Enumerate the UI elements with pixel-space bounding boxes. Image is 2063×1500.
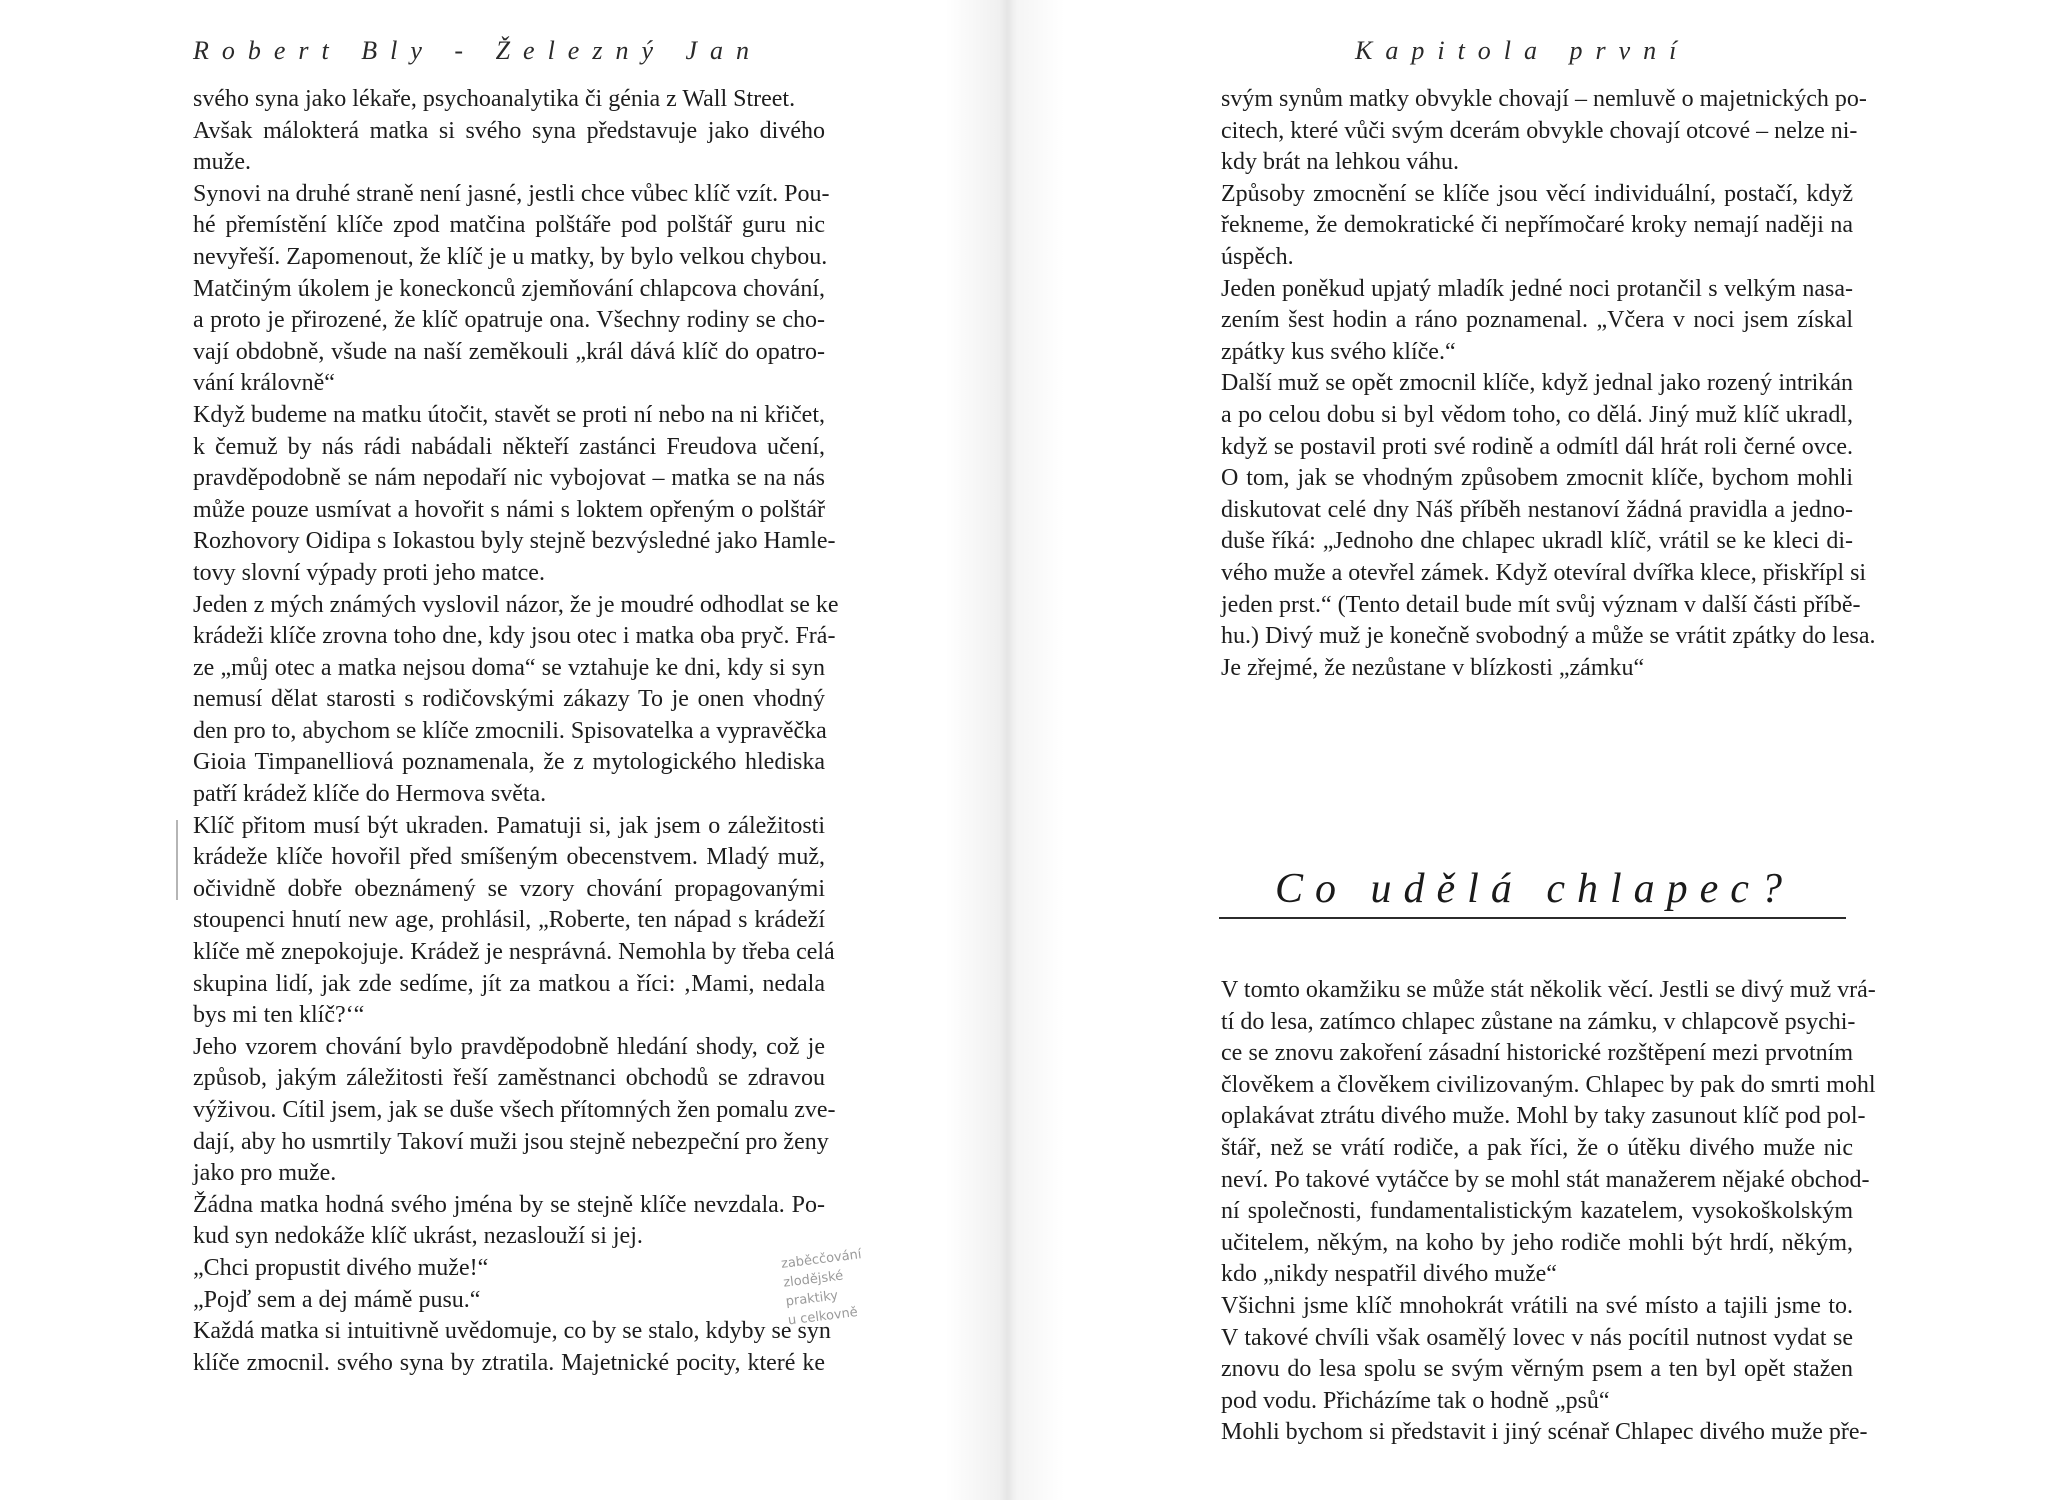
text-line: svým synům matky obvykle chovají – nemluvě o majetnických po- bbox=[1221, 86, 1867, 112]
text-line: nevyřeší. Zapomenout, že klíč je u matky, by bylo velkou chybou. bbox=[193, 243, 828, 270]
text-line: vání královně“ bbox=[193, 370, 335, 397]
chapter-heading: Co udělá chlapec? bbox=[1275, 866, 1794, 912]
text-line: očividně dobře obeznámený se vzory chování propagovanými bbox=[193, 875, 825, 902]
text-line: štář, než se vrátí rodiče, a pak říci, že o útěku divého muže nic bbox=[1221, 1134, 1853, 1161]
text-line: „Pojď sem a dej mámě pusu.“ bbox=[193, 1286, 481, 1313]
text-line: krádeži klíče zrovna toho dne, kdy jsou otec i matka oba pryč. Frá- bbox=[193, 623, 836, 650]
text-line: krádeže klíče hovořil před smíšeným obecenstvem. Mladý muž, bbox=[193, 844, 825, 871]
right-page bbox=[1020, 0, 2063, 1500]
text-line: „Chci propustit divého muže!“ bbox=[193, 1254, 489, 1281]
text-line: O tom, jak se vhodným způsobem zmocnit klíče, bychom mohli bbox=[1221, 465, 1853, 492]
text-line: a po celou dobu si byl vědom toho, co dělá. Jiný muž klíč ukradl, bbox=[1221, 401, 1853, 428]
text-line: citech, které vůči svým dcerám obvykle chovají otcové – nelze ni- bbox=[1221, 117, 1858, 144]
text-line: kdo „nikdy nespatřil divého muže“ bbox=[1221, 1261, 1557, 1288]
margin-note-line: u celkovně bbox=[787, 1305, 859, 1329]
text-line: jeden prst.“ (Tento detail bude mít svůj význam v další části příbě- bbox=[1221, 591, 1861, 618]
text-line: může pouze usmívat a hovořit s námi s loktem opřeným o polštář bbox=[193, 496, 825, 523]
text-line: nemusí dělat starosti s rodičovskými zákazy To je onen vhodný bbox=[193, 686, 825, 713]
margin-note-line: zaběcčování bbox=[780, 1247, 863, 1272]
text-line: Jeden z mých známých vyslovil názor, že je moudré odhodlat se ke bbox=[193, 591, 839, 618]
heading-rule bbox=[1219, 917, 1846, 919]
text-line: klíče zmocnil. svého syna by ztratila. Majetnické pocity, které ke bbox=[193, 1349, 825, 1376]
text-line: Avšak málokterá matka si svého syna představuje jako divého bbox=[193, 117, 825, 144]
text-line: V takové chvíli však osamělý lovec v nás pocítil nutnost vydat se bbox=[1221, 1324, 1853, 1351]
text-line: skupina lidí, jak zde sedíme, jít za matkou a říci: ‚Mami, nedala bbox=[193, 970, 825, 997]
text-line: dají, aby ho usmrtily Takoví muži jsou stejně nebezpeční pro ženy bbox=[193, 1128, 829, 1155]
text-line: bys mi ten klíč?‘“ bbox=[193, 1002, 365, 1029]
text-line: vého muže a otevřel zámek. Když otevíral dvířka klece, přiskřípl si bbox=[1221, 559, 1867, 586]
text-line: Způsoby zmocnění se klíče jsou věcí individuální, postačí, když bbox=[1221, 180, 1853, 207]
text-line: klíče mě znepokojuje. Krádež je nesprávná. Nemohla by třeba celá bbox=[193, 939, 835, 966]
text-line: tovy slovní výpady proti jeho matce. bbox=[193, 559, 545, 586]
text-line: svého syna jako lékaře, psychoanalytika či génia z Wall Street. bbox=[193, 86, 796, 112]
text-line: Když budeme na matku útočit, stavět se proti ní nebo na ni křičet, bbox=[193, 401, 825, 428]
text-line: Klíč přitom musí být ukraden. Pamatuji si, jak jsem o záležitosti bbox=[193, 812, 825, 839]
text-line: a proto je přirozené, že klíč opatruje ona. Všechny rodiny se cho- bbox=[193, 307, 825, 334]
text-line: duše říká: „Jednoho dne chlapec ukradl klíč, vrátil se ke kleci di- bbox=[1221, 528, 1853, 555]
margin-pencil-mark bbox=[176, 820, 178, 900]
text-line: výživou. Cítil jsem, jak se duše všech přítomných žen pomalu zve- bbox=[193, 1097, 836, 1123]
text-line: Další muž se opět zmocnil klíče, když jednal jako rozený intrikán bbox=[1221, 370, 1853, 397]
text-line: diskutovat celé dny Náš příběh nestanoví žádná pravidla a jedno- bbox=[1221, 496, 1853, 523]
text-line: tí do lesa, zatímco chlapec zůstane na zámku, v chlapcově psychi- bbox=[1221, 1008, 1856, 1035]
text-line: ce se znovu zakoření zásadní historické rozštěpení mezi prvotním bbox=[1221, 1040, 1853, 1067]
text-line: zpátky kus svého klíče.“ bbox=[1221, 338, 1456, 365]
right-body-text-bottom bbox=[1221, 975, 1876, 1449]
left-page bbox=[0, 0, 1020, 1500]
text-line: neví. Po takové vytáčce by se mohl stát manažerem nějaké obchod- bbox=[1221, 1166, 1870, 1193]
text-line: oplakávat ztrátu divého muže. Mohl by taky zasunout klíč pod pol- bbox=[1221, 1103, 1866, 1130]
text-line: stoupenci hnutí new age, prohlásil, „Roberte, ten nápad s krádeží bbox=[193, 907, 825, 934]
text-line: Každá matka si intuitivně uvědomuje, co by se stalo, kdyby se syn bbox=[193, 1318, 831, 1345]
text-line: kdy brát na lehkou váhu. bbox=[1221, 149, 1459, 176]
text-line: když se postavil proti své rodině a odmítl dál hrát roli černé ovce. bbox=[1221, 433, 1853, 460]
text-line: kud syn nedokáže klíč ukrást, nezaslouží si jej. bbox=[193, 1223, 643, 1250]
text-line: učitelem, někým, na koho by jeho rodiče mohli být hrdí, někým, bbox=[1221, 1229, 1853, 1256]
text-line: hu.) Divý muž je konečně svobodný a může se vrátit zpátky do lesa. bbox=[1221, 623, 1876, 650]
text-line: Žádna matka hodná svého jména by se stejně klíče nevzdala. Po- bbox=[193, 1191, 825, 1218]
text-line: člověkem a člověkem civilizovaným. Chlapec by pak do smrti mohl bbox=[1221, 1071, 1876, 1098]
text-line: muže. bbox=[193, 149, 251, 176]
text-line: Všichni jsme klíč mnohokrát vrátili na své místo a tajili jsme to. bbox=[1221, 1292, 1853, 1319]
margin-note-line: praktiky bbox=[784, 1288, 839, 1310]
text-line: patří krádež klíče do Hermova světa. bbox=[193, 781, 547, 808]
text-line: Gioia Timpanelliová poznamenala, že z mytologického hlediska bbox=[193, 749, 825, 776]
text-line: den pro to, abychom se klíče zmocnili. Spisovatelka a vypravěčka bbox=[193, 717, 827, 744]
margin-note-line: zlodějské bbox=[782, 1268, 845, 1291]
text-line: Mohli bychom si představit i jiný scénař Chlapec divého muže pře- bbox=[1221, 1419, 1868, 1446]
text-line: vají obdobně, všude na naší zeměkouli „král dává klíč do opatro- bbox=[193, 338, 825, 365]
left-running-head: Robert Bly - Železný Jan bbox=[193, 36, 763, 65]
text-line: způsob, jakým záležitosti řeší zaměstnanci obchodů se zdravou bbox=[193, 1065, 825, 1092]
right-running-head: Kapitola první bbox=[1355, 36, 1690, 65]
text-line: hé přemístění klíče zpod matčina polštáře pod polštář guru nic bbox=[193, 212, 825, 239]
text-line: ze „můj otec a matka nejsou doma“ se vztahuje ke dni, kdy si syn bbox=[193, 654, 825, 681]
text-line: V tomto okamžiku se může stát několik věcí. Jestli se divý muž vrá- bbox=[1221, 977, 1876, 1003]
text-line: pravděpodobně se nám nepodaří nic vybojovat – matka se na nás bbox=[193, 465, 825, 492]
text-line: Jeden poněkud upjatý mladík jedné noci protančil s velkým nasa- bbox=[1221, 275, 1853, 302]
text-line: Je zřejmé, že nezůstane v blízkosti „zámku“ bbox=[1221, 654, 1645, 681]
text-line: ní společnosti, fundamentalistickým kazatelem, vysokoškolským bbox=[1221, 1198, 1853, 1225]
left-body-text bbox=[193, 84, 839, 1379]
text-line: k čemuž by nás rádi nabádali někteří zastánci Freudova učení, bbox=[193, 433, 825, 460]
text-line: pod vodu. Přicházíme tak o hodně „psů“ bbox=[1221, 1387, 1610, 1414]
text-line: Rozhovory Oidipa s Iokastou byly stejně bezvýsledné jako Hamle- bbox=[193, 528, 836, 555]
right-body-text-top bbox=[1221, 84, 1876, 684]
text-line: Synovi na druhé straně není jasné, jestli chce vůbec klíč vzít. Pou- bbox=[193, 180, 830, 207]
text-line: řekneme, že demokratické či nepřímočaré kroky nemají naději na bbox=[1221, 212, 1853, 239]
text-line: jako pro muže. bbox=[193, 1160, 337, 1187]
text-line: zením šest hodin a ráno poznamenal. „Včera v noci jsem získal bbox=[1221, 307, 1853, 334]
text-line: Jeho vzorem chování bylo pravděpodobně hledání shody, což je bbox=[193, 1033, 825, 1060]
text-line: znovu do lesa spolu se svým věrným psem a ten byl opět stažen bbox=[1221, 1356, 1853, 1383]
text-line: úspěch. bbox=[1221, 243, 1294, 270]
text-line: Matčiným úkolem je koneckonců zjemňování chlapcova chování, bbox=[193, 275, 825, 302]
